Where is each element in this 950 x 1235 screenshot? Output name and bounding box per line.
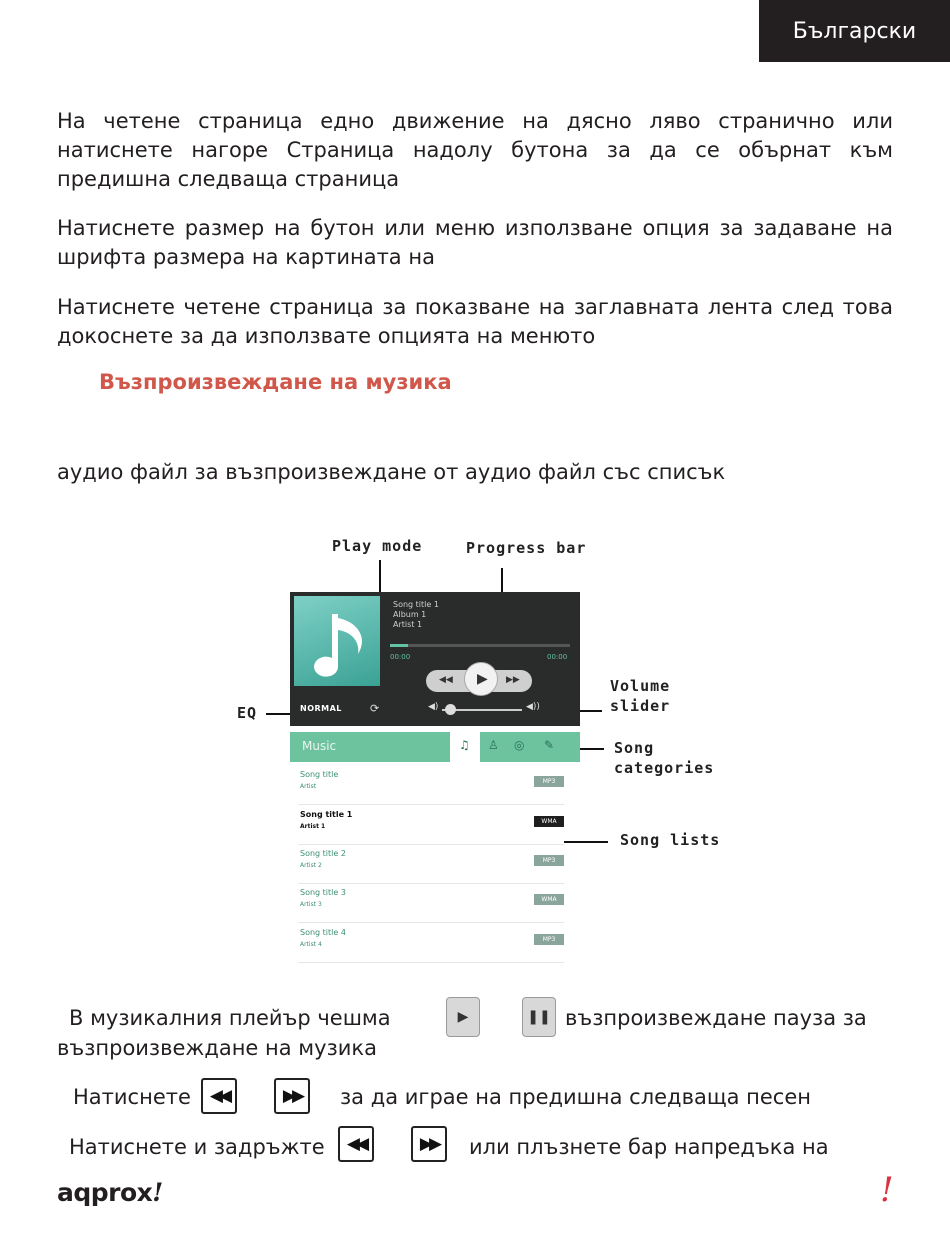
player-panel xyxy=(290,592,580,726)
song-list-item[interactable] xyxy=(298,845,564,884)
music-tab-label: Music xyxy=(302,739,337,753)
paragraph-hold-end: или плъзнете бар напредъка на xyxy=(469,1135,829,1159)
play-button-icon xyxy=(446,997,480,1037)
song-title: Song title 1 xyxy=(300,810,353,819)
music-note-icon xyxy=(294,596,380,686)
paragraph-page-turn: На четене страница едно движение на дясно ляво странично или натиснете нагоре Страница надолу бутона за да се обърнат към предишна следваща страница xyxy=(57,109,893,191)
music-note-tab-icon: ♫ xyxy=(459,738,470,752)
song-artist: Artist 2 xyxy=(300,862,322,869)
rewind-track-icon: ◀◀ xyxy=(338,1126,374,1162)
current-song-title: Song title 1 xyxy=(393,600,439,609)
paragraph-font-size: Натиснете размер на бутон или меню използване опция за задаване на шрифта размера на картината на xyxy=(57,216,893,269)
music-category-bar xyxy=(290,732,580,762)
song-list-item[interactable] xyxy=(298,766,564,805)
play-button[interactable] xyxy=(464,662,498,696)
forward-track-icon: ▶▶ xyxy=(411,1126,447,1162)
song-info xyxy=(393,600,439,630)
song-list-item[interactable] xyxy=(298,884,564,923)
music-player-figure xyxy=(230,530,730,970)
volume-high-icon: ◀)) xyxy=(526,702,540,712)
pause-icon: ❚❚ xyxy=(527,1009,551,1025)
repeat-icon[interactable]: ⟳ xyxy=(370,702,380,715)
callout-volume-slider: Volume slider xyxy=(610,677,671,715)
current-album: Album 1 xyxy=(393,610,427,619)
next-track-icon: ▶▶ xyxy=(274,1078,310,1114)
leader-line-eq xyxy=(266,713,292,715)
format-badge: MP3 xyxy=(534,934,564,945)
fast-forward-icon[interactable]: ▶▶ xyxy=(506,675,520,685)
rewind-icon[interactable]: ◀◀ xyxy=(439,675,453,685)
song-title: Song title 3 xyxy=(300,888,346,897)
progress-fill xyxy=(390,644,408,647)
song-list-item[interactable] xyxy=(298,806,564,845)
song-artist: Artist 3 xyxy=(300,901,322,908)
genre-tab-icon[interactable]: ✎ xyxy=(544,738,555,752)
format-badge: WMA xyxy=(534,894,564,905)
song-title: Song title xyxy=(300,770,339,779)
callout-song-categories: Song categories xyxy=(614,739,715,777)
pause-button-icon xyxy=(522,997,556,1037)
format-badge: WMA xyxy=(534,816,564,827)
song-title: Song title 2 xyxy=(300,849,346,858)
album-tab-icon[interactable]: ◎ xyxy=(514,738,525,752)
time-elapsed: 00:00 xyxy=(390,653,411,661)
brand-logo: aqprox! xyxy=(57,1178,163,1207)
current-artist: Artist 1 xyxy=(393,620,423,629)
leader-line-song-lists xyxy=(564,841,608,843)
page-mark: ! xyxy=(880,1170,894,1210)
artist-tab-icon[interactable]: ♙ xyxy=(488,738,499,752)
paragraph-play-end: възпроизвеждане пауза за xyxy=(565,1006,867,1030)
song-artist: Artist 1 xyxy=(300,823,326,830)
time-total: 00:00 xyxy=(547,653,568,661)
section-heading-music: Възпроизвеждане на музика xyxy=(99,370,452,394)
paragraph-play-cont: възпроизвеждане на музика xyxy=(57,1036,377,1060)
callout-song-lists: Song lists xyxy=(620,831,721,849)
play-icon: ▶ xyxy=(457,1009,469,1025)
language-tab: Български xyxy=(759,0,950,62)
paragraph-play-start: В музикалния плейър чешма xyxy=(69,1006,391,1030)
song-artist: Artist 4 xyxy=(300,941,322,948)
song-artist: Artist xyxy=(300,783,317,790)
song-title: Song title 4 xyxy=(300,928,346,937)
callout-eq: EQ xyxy=(237,704,258,722)
album-art xyxy=(294,596,380,686)
paragraph-audio-file: аудио файл за възпроизвеждане от аудио файл със списък xyxy=(57,460,726,484)
format-badge: MP3 xyxy=(534,776,564,787)
volume-knob[interactable] xyxy=(445,704,456,715)
play-icon: ▶ xyxy=(477,671,488,687)
eq-mode[interactable]: NORMAL xyxy=(300,704,342,713)
callout-progress-bar: Progress bar xyxy=(466,539,587,557)
volume-low-icon: ◀) xyxy=(428,702,439,712)
format-badge: MP3 xyxy=(534,855,564,866)
previous-track-icon: ◀◀ xyxy=(201,1078,237,1114)
paragraph-prev-next-end: за да играе на предишна следваща песен xyxy=(340,1085,811,1109)
category-songs-tab[interactable] xyxy=(450,732,480,762)
paragraph-hold-start: Натиснете и задръжте xyxy=(69,1135,325,1159)
callout-play-mode: Play mode xyxy=(332,537,423,555)
paragraph-title-bar: Натиснете четене страница за показване на заглавната лента след това докоснете за да използвате опцията на менюто xyxy=(57,295,893,348)
leader-line-categories xyxy=(580,748,604,750)
song-list-item[interactable] xyxy=(298,924,564,963)
progress-bar[interactable] xyxy=(390,644,570,647)
paragraph-prev-next-start: Натиснете xyxy=(73,1085,191,1109)
